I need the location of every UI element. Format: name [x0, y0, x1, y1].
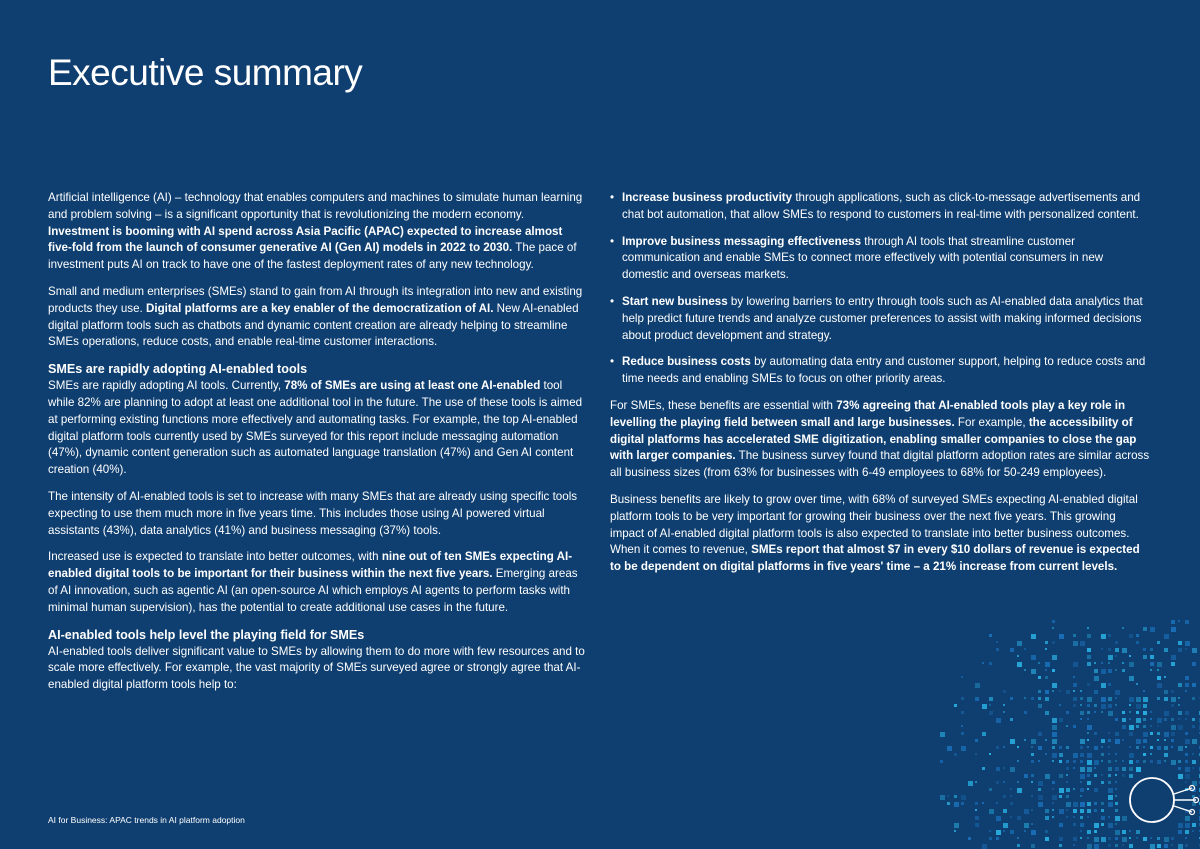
adoption-paragraph: SMEs are rapidly adopting AI tools. Currently, 78% of SMEs are using at least one AI-enabled tool while 82% are planning to adopt at least one additional tool in the future. The use of these tools is aimed at performing existing functions more effectively and automating tasks. For example, the top AI-enabled digital platform tools currently used by SMEs surveyed for this report include messaging automation (47%), dynamic content generation such as automated language translation (47%) and Gen AI content creation (40%). — [48, 379, 583, 477]
heading-level-playing-field: AI-enabled tools help level the playing field for SMEs — [48, 627, 365, 642]
list-item: • Reduce business costs by automating data entry and customer support, helping to reduce costs and time needs and enabling SMEs to focus on other priority areas. — [610, 354, 1150, 388]
revenue-paragraph: Business benefits are likely to grow over time, with 68% of surveyed SMEs expecting AI-enabled digital platform tools to be very important for growing their business over the next five years. This growing impact of AI-enabled digital platform tools is also expected to translate into better business outcomes. When it comes to revenue, SMEs report that almost $7 in every $10 dollars of revenue is expected to be dependent on digital platforms in five years' time – a 21% increase from current levels. — [610, 492, 1140, 574]
right-column — [610, 190, 1150, 586]
value-paragraph: AI-enabled tools deliver significant value to SMEs by allowing them to do more with few resources and to scale more effectively. For example, the vast majority of SMEs surveyed agree or strongly agree that AI-enabled digital platform tools help to: — [48, 644, 585, 692]
list-item: • Improve business messaging effectiveness through AI tools that streamline customer communication and enable SMEs to connect more effectively with potential consumers in new domestic and overseas markets. — [610, 234, 1150, 284]
page-title: Executive summary — [48, 52, 363, 93]
heading-adopting-ai-tools: SMEs are rapidly adopting AI-enabled tools — [48, 362, 308, 377]
sme-gain-paragraph: Small and medium enterprises (SMEs) stand to gain from AI through its integration into new and existing products they use. Digital platforms are a key enabler of the democratization of AI. New AI-enabled digital platform tools such as chatbots and dynamic content creation are already helping to streamline SMEs operations, reduce costs, and enable real-time customer interactions. — [48, 284, 583, 349]
left-column — [48, 190, 588, 704]
benefits-list — [610, 190, 1150, 388]
outcomes-paragraph: Increased use is expected to translate into better outcomes, with nine out of ten SMEs expecting AI-enabled digital tools to be important for their business within the next five years. Emerging areas of AI innovation, such as agentic AI (an open-source AI which employs AI agents to perform tasks with minimal human supervision), has the potential to create additional use cases in the future. — [48, 550, 578, 614]
list-item: • Start new business by lowering barriers to entry through tools such as AI-enabled data analytics that help predict future trends and analyze customer preferences to assist with making informed decisions about product development and strategy. — [610, 294, 1150, 344]
intensity-paragraph: The intensity of AI-enabled tools is set to increase with many SMEs that are already using specific tools expecting to use them much more in five years time. This includes those using AI powered virtual assistants (43%), data analytics (41%) and business messaging (37%) tools. — [48, 489, 578, 537]
footer-source: AI for Business: APAC trends in AI platform adoption — [48, 815, 245, 825]
intro-paragraph: Artificial intelligence (AI) – technology that enables computers and machines to simulate human learning and problem solving – is a significant opportunity that is revolutionizing the modern economy. Investment is booming with AI spend across Asia Pacific (APAC) expected to increase almost five-fold from the launch of consumer generative AI (Gen AI) models in 2022 to 2030. The pace of investment puts AI on track to have one of the fastest deployment rates of any new technology. — [48, 191, 583, 272]
level-field-paragraph: For SMEs, these benefits are essential with 73% agreeing that AI-enabled tools play a key role in levelling the playing field between small and large businesses. For example, the accessibility of digital platforms has accelerated SME digitization, enabling smaller companies to close the gap with larger companies. The business survey found that digital platform adoption rates are similar across all business sizes (from 63% for businesses with 6-49 employees to 68% for 50-249 employees). — [610, 398, 1150, 480]
list-item: • Increase business productivity through applications, such as click-to-message advertisements and chat bot automation, that allow SMEs to respond to customers in real-time with personalized content. — [610, 190, 1150, 224]
